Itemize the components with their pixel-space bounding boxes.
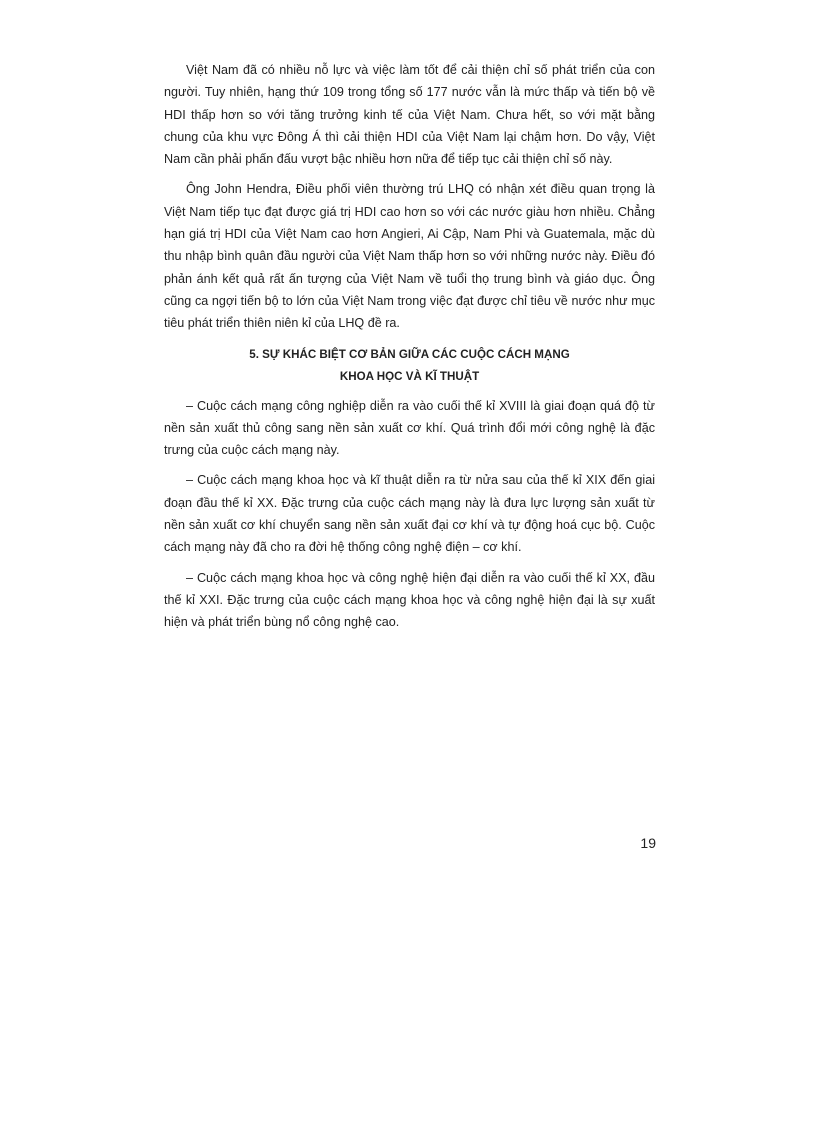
paragraph-john-hendra: Ông John Hendra, Điều phối viên thường trú LHQ có nhận xét điều quan trọng là Việt Nam tiếp tục đạt được giá trị HDI cao hơn so với các nước giàu hơn nhiều. Chẳng hạn giá trị HDI của Việt Nam cao hơn Angieri, Ai Cập, Nam Phi và Guatemala, mặc dù thu nhập bình quân đầu người của Việt Nam thấp hơn so với những nước này. Điều đó phản ánh kết quả rất ấn tượng của Việt Nam về tuổi thọ trung bình và giáo dục. Ông cũng ca ngợi tiến bộ to lớn của Việt Nam trong việc đạt được chỉ tiêu về nước như mục tiêu phát triển thiên niên kỉ của LHQ đề ra. xyxy=(164,182,655,331)
page-number: 19 xyxy=(640,835,656,851)
paragraph-science-tech-revolution: – Cuộc cách mạng khoa học và kĩ thuật diễn ra từ nửa sau của thế kỉ XIX đến giai đoạn đầu thế kỉ XX. Đặc trưng của cuộc cách mạng này là đưa lực lượng sản xuất từ nền sản xuất cơ khí chuyển sang nền sản xuất đại cơ khí và tự động hoá cục bộ. Cuộc cách mạng này đã cho ra đời hệ thống công nghệ điện – cơ khí. xyxy=(164,473,655,555)
section-heading xyxy=(164,344,655,388)
page-content xyxy=(164,59,655,642)
paragraph-industrial-revolution: – Cuộc cách mạng công nghiệp diễn ra vào cuối thế kỉ XVIII là giai đoạn quá độ từ nền sản xuất thủ công sang nền sản xuất cơ khí. Quá trình đổi mới công nghệ là đặc trưng của cuộc cách mạng này. xyxy=(164,398,655,458)
section-heading-line-1: 5. SỰ KHÁC BIỆT CƠ BẢN GIỮA CÁC CUỘC CÁCH MẠNG xyxy=(249,347,570,361)
paragraph-modern-revolution: – Cuộc cách mạng khoa học và công nghệ hiện đại diễn ra vào cuối thế kỉ XX, đầu thế kỉ XXI. Đặc trưng của cuộc cách mạng khoa học và công nghệ hiện đại là sự xuất hiện và phát triển bùng nổ công nghệ cao. xyxy=(164,570,655,630)
paragraph-hdi-effort: Việt Nam đã có nhiều nỗ lực và việc làm tốt để cải thiện chỉ số phát triển của con người. Tuy nhiên, hạng thứ 109 trong tổng số 177 nước vẫn là mức thấp và tiến bộ về HDI thấp hơn so với tăng trưởng kinh tế của Việt Nam. Chưa hết, so với mặt bằng chung của khu vực Đông Á thì cải thiện HDI của Việt Nam lại chậm hơn. Do vậy, Việt Nam cần phải phấn đấu vượt bậc nhiều hơn nữa để tiếp tục cải thiện chỉ số này. xyxy=(164,63,655,167)
section-heading-line-2: KHOA HỌC VÀ KĨ THUẬT xyxy=(339,369,480,383)
